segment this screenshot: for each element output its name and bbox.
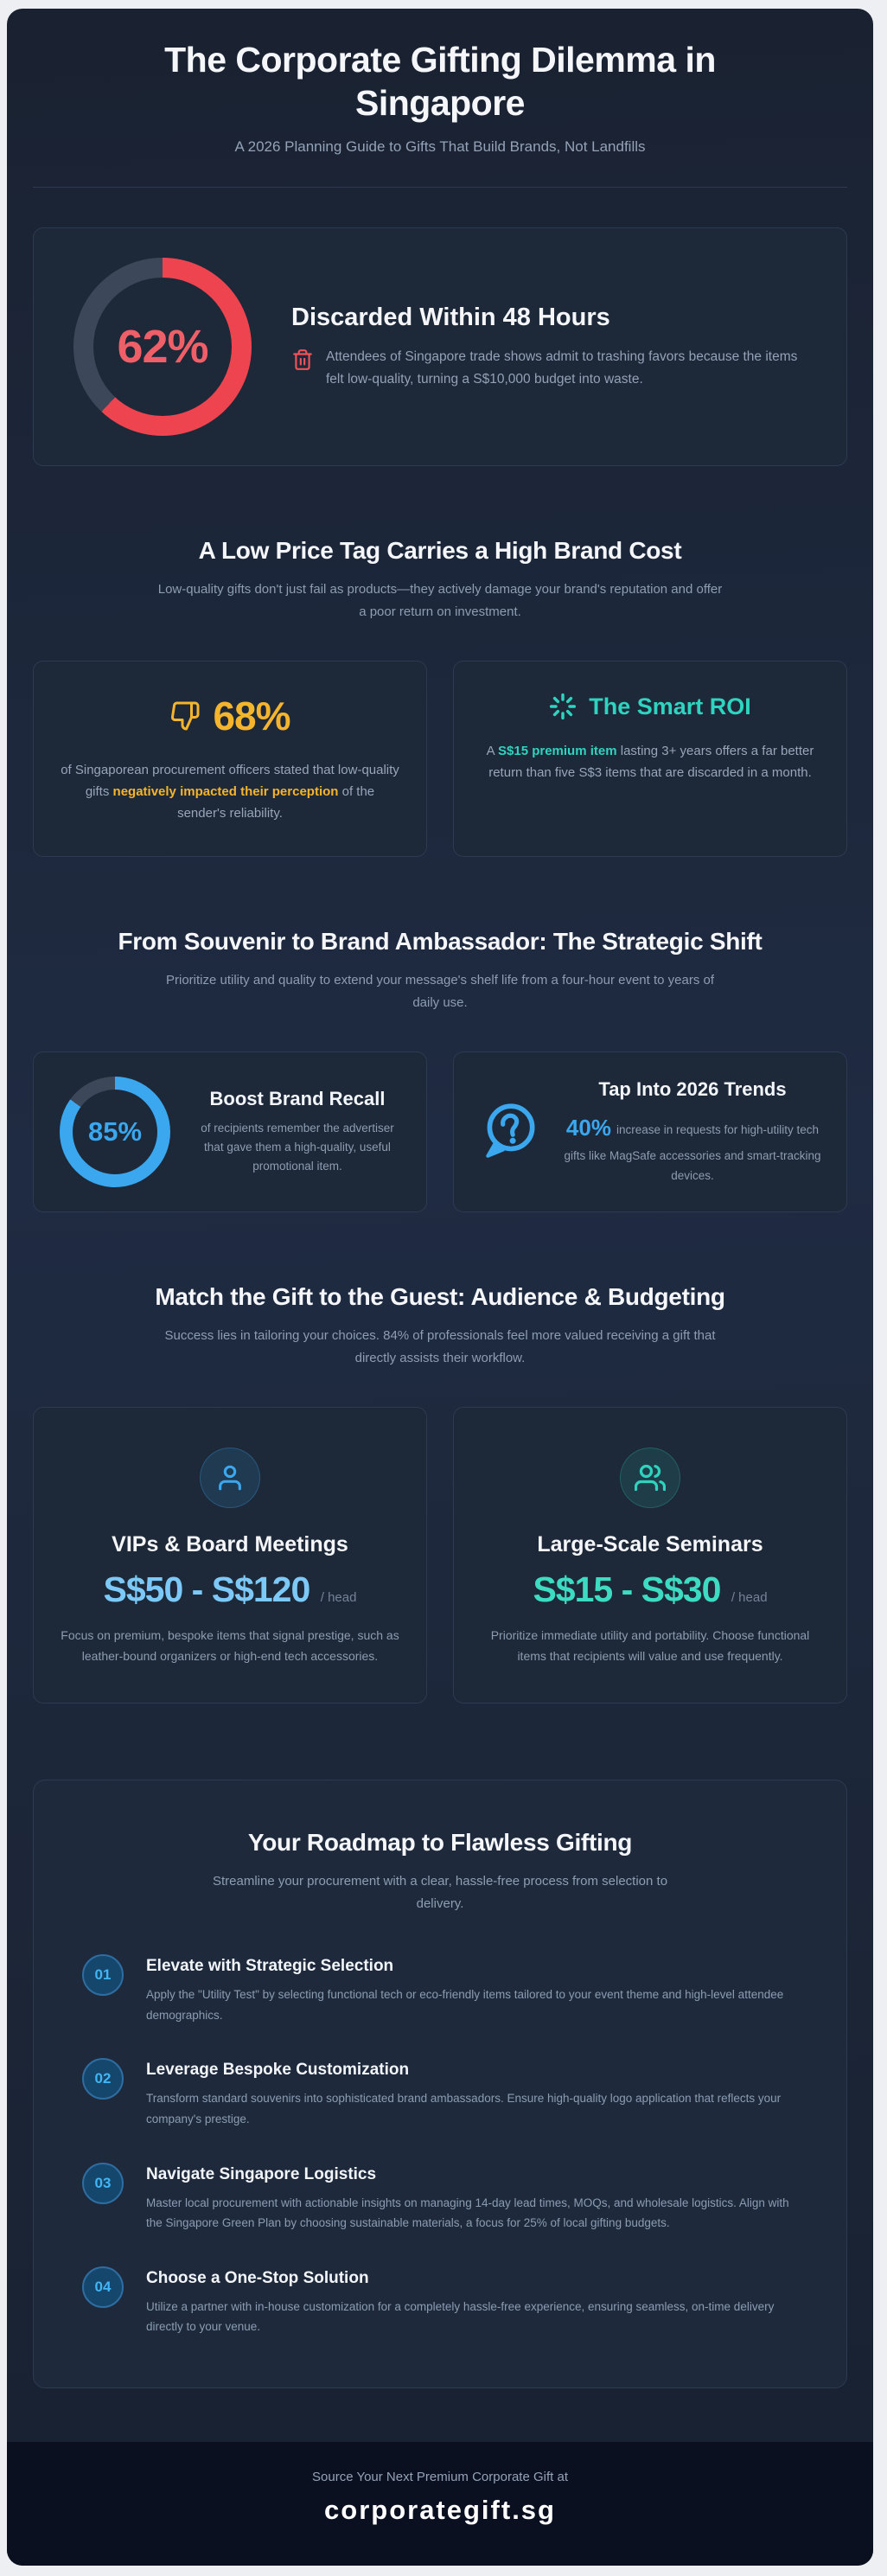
strategic-shift-heading: From Souvenir to Brand Ambassador: The Strategic Shift: [118, 927, 763, 955]
vip-price: S$50 - S$120: [103, 1569, 310, 1610]
step-number-badge: 01: [82, 1954, 124, 1996]
discard-title: Discarded Within 48 Hours: [291, 303, 610, 331]
procurement-stat-card: [33, 661, 427, 856]
header: [7, 9, 873, 188]
seminar-card: [453, 1407, 847, 1703]
audience-subheading: Success lies in tailoring your choices. 84% of professionals feel more valued receiving a gift that directly assists their workflow.: [164, 1328, 716, 1365]
step-number-badge: 04: [82, 2266, 124, 2308]
discard-text-block: [291, 304, 807, 390]
trends-text-block: [561, 1078, 824, 1185]
smart-roi-title: The Smart ROI: [589, 693, 751, 719]
discard-donut-chart: [73, 258, 252, 436]
infographic-page: [7, 9, 873, 2566]
procurement-text-after: of the sender's reliability.: [177, 784, 375, 821]
vip-price-row: [60, 1569, 400, 1610]
header-divider: [33, 187, 847, 188]
step-number-badge: 03: [82, 2163, 124, 2204]
step-description: Utilize a partner with in-house customization for a completely hassle-free experience, ensuring seamless, on-time delivery directly to your venue.: [146, 2299, 775, 2334]
step-description: Transform standard souvenirs into sophisticated brand ambassadors. Ensure high-quality logo application that reflects your company's prestige.: [146, 2092, 782, 2125]
discard-stat-card: [33, 227, 847, 466]
vip-card: [33, 1407, 427, 1703]
trends-description: increase in requests for high-utility tech gifts like MagSafe accessories and smart-tracking devices.: [564, 1123, 821, 1182]
seminar-title: Large-Scale Seminars: [537, 1532, 763, 1557]
footer-tagline: Source Your Next Premium Corporate Gift at: [312, 2470, 568, 2485]
discard-donut-hole: [93, 278, 232, 416]
brand-cost-grid: [33, 661, 847, 856]
roadmap-card: [33, 1780, 847, 2388]
trends-description-row: [561, 1109, 824, 1185]
procurement-stat-value: 68%: [213, 694, 290, 739]
recall-donut-chart: [60, 1077, 170, 1187]
discard-description: Attendees of Singapore trade shows admit to trashing favors because the items felt low-quality, turning a S$10,000 budget into waste.: [326, 348, 798, 387]
strategic-shift-grid: [33, 1051, 847, 1212]
vip-title: VIPs & Board Meetings: [112, 1532, 348, 1557]
step-description: Master local procurement with actionable insights on managing 14-day lead times, MOQs, and wholesale logistics. Align with the Singapore Green Plan by choosing sustainable materials, a focus for 25% of local gifting budgets.: [146, 2196, 789, 2230]
roadmap-step-1: [82, 1954, 798, 2025]
vip-icon-circle: [200, 1448, 260, 1508]
brand-cost-section: [33, 535, 847, 857]
procurement-text-bold: negatively impacted their perception: [112, 784, 339, 800]
step-title: Leverage Bespoke Customization: [146, 2061, 410, 2080]
trends-card: [453, 1051, 847, 1212]
smart-roi-card: [453, 661, 847, 856]
trends-stat-value: 40%: [565, 1115, 611, 1141]
step-text: [146, 2266, 798, 2337]
question-bubble-icon: [476, 1099, 542, 1165]
vip-description: Focus on premium, bespoke items that signal prestige, such as leather-bound organizers or high-end tech accessories.: [61, 1628, 399, 1663]
roadmap-step-4: [82, 2266, 798, 2337]
brand-recall-card: [33, 1051, 427, 1212]
brand-cost-heading: A Low Price Tag Carries a High Brand Cost: [198, 537, 682, 565]
recall-title: Boost Brand Recall: [209, 1087, 386, 1109]
trash-icon: [291, 348, 314, 371]
seminar-icon-circle: [620, 1448, 680, 1508]
roi-text-before: A: [486, 744, 499, 759]
procurement-stat-text: [60, 760, 400, 824]
recall-donut-value: 85%: [87, 1116, 143, 1147]
roadmap-heading: Your Roadmap to Flawless Gifting: [247, 1828, 633, 1856]
roi-text-after: lasting 3+ years offers a far better return than five S$3 items that are discarded in a month.: [488, 744, 814, 781]
thumbs-down-icon: [169, 700, 201, 732]
seminar-price-unit: / head: [731, 1590, 768, 1606]
step-title: Elevate with Strategic Selection: [146, 1957, 394, 1976]
roadmap-steps: [82, 1954, 798, 2337]
trends-title: Tap Into 2026 Trends: [598, 1078, 787, 1101]
discard-description-row: [291, 346, 807, 390]
vip-price-unit: / head: [320, 1590, 357, 1606]
roadmap-step-2: [82, 2058, 798, 2129]
seminar-price-row: [480, 1569, 820, 1610]
sparkle-loader-icon: [549, 693, 577, 720]
seminar-description: Prioritize immediate utility and portability. Choose functional items that recipients will value and use frequently.: [490, 1628, 810, 1663]
step-text: [146, 1954, 798, 2025]
users-icon: [635, 1462, 666, 1493]
seminar-price: S$15 - S$30: [533, 1569, 721, 1610]
smart-roi-title-row: [480, 693, 820, 720]
step-text: [146, 2058, 798, 2129]
audience-heading: Match the Gift to the Guest: Audience & Budgeting: [155, 1283, 725, 1311]
roadmap-subheading: Streamline your procurement with a clear, hassle-free process from selection to delivery.: [212, 1874, 668, 1911]
recall-description: of recipients remember the advertiser that gave them a high-quality, useful promotional item.: [201, 1121, 394, 1173]
roi-text-bold: S$15 premium item: [498, 744, 617, 759]
roadmap-step-3: [82, 2163, 798, 2234]
page-title: The Corporate Gifting Dilemma in Singapore: [164, 40, 716, 124]
step-number-badge: 02: [82, 2058, 124, 2100]
strategic-shift-subheading: Prioritize utility and quality to extend your message's shelf life from a four-hour event to years of daily use.: [166, 973, 714, 1010]
step-title: Navigate Singapore Logistics: [146, 2164, 377, 2183]
footer-site-name: corporategift.sg: [324, 2495, 556, 2526]
step-description: Apply the "Utility Test" by selecting functional tech or eco-friendly items tailored to your event theme and high-level attendee demographics.: [146, 1988, 784, 2022]
recall-text-block: [195, 1088, 400, 1177]
procurement-stat-row: [60, 693, 400, 739]
step-text: [146, 2163, 798, 2234]
step-title: Choose a One-Stop Solution: [146, 2268, 369, 2287]
recall-donut-hole: [73, 1090, 157, 1174]
smart-roi-text: [480, 741, 820, 784]
audience-section: [33, 1282, 847, 1703]
user-icon: [215, 1463, 245, 1493]
page-subtitle: A 2026 Planning Guide to Gifts That Build Brands, Not Landfills: [234, 138, 646, 156]
footer: [7, 2442, 873, 2566]
brand-cost-subheading: Low-quality gifts don't just fail as products—they actively damage your brand's reputation and offer a poor return on investment.: [157, 582, 723, 619]
discard-donut-value: 62%: [117, 321, 208, 374]
procurement-text-before: of Singaporean procurement officers stated that low-quality gifts: [61, 763, 399, 800]
audience-grid: [33, 1407, 847, 1703]
strategic-shift-section: [33, 926, 847, 1212]
